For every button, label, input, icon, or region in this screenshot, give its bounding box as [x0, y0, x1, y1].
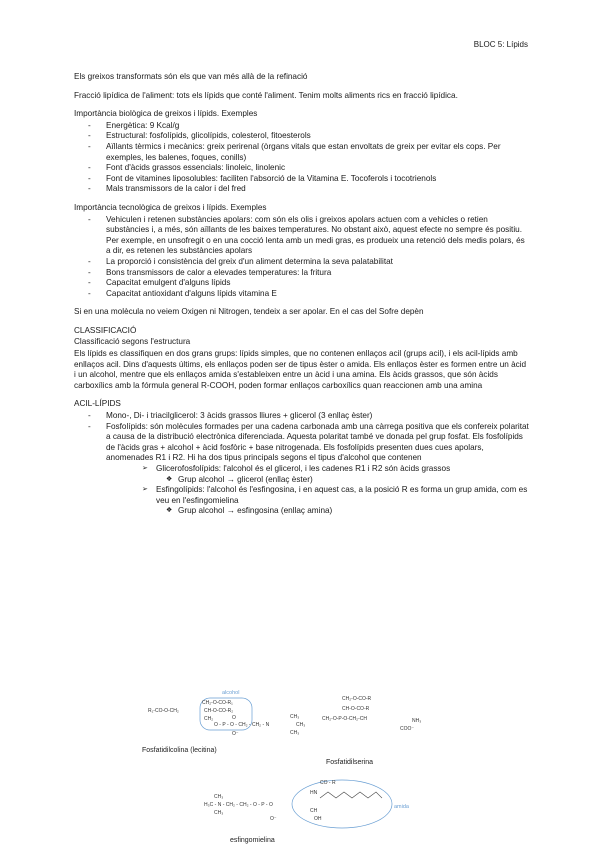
esfingomielina-structure: [204, 780, 410, 844]
list-item: - Font d'àcids grassos essencials: linoleic, linolenic: [74, 163, 530, 174]
arrow-bullet-icon: ➢: [142, 465, 148, 472]
chem-label: CH₃: [296, 722, 306, 728]
polar-note: Si en una molècula no veiem Oxigen ni Nitrogen, tendeix a ser apolar. En el cas del Sofre depèn: [74, 307, 424, 317]
chem-label: CO - R: [320, 780, 336, 786]
classification-paragraph: Els lípids es classifiquen en dos grans grups: lípids simples, que no contenen enllaços acil (grups acil), i els acil-lípids amb enllaços acil. Dins d'aquests últims, els enllaços poden ser de tipus èster o amida. Els enllaços èster es formen entre un àcid i un alcohol, mentre que els enllaços amida s'estableixen entre un àcid i una amina. Els àcids grassos, que són àcids carboxílics amb la fórmula general R-COOH, poden formar enllaços carboxílics quan reaccionen amb una amina: [74, 349, 527, 390]
chem-label: O⁻: [232, 731, 239, 737]
list-item: - Energètica: 9 Kcal/g: [74, 121, 530, 132]
chem-label: R₁-CO-O-CH₂: [148, 708, 179, 714]
chem-label: O⁻: [270, 816, 277, 822]
fosfatidilcolina-structure: [142, 690, 305, 754]
list-item: - Vehiculen i retenen substàncies apolars: com són els olis i greixos apolars actuen com a vehicles o retien substàncies i, a més, són aïllants de les baixes temperatures. No obstant això, aquest efecte no sempre és positiu. Per exemple, en unsofregit o en una cocció lenta amb un medi gras, es produeix una retenció dels medis polars, és a dir, es retenen les substàncies apolars: [74, 215, 530, 257]
carbon-chain: [320, 792, 382, 798]
caption-fosfatidilcolina: Fosfatidilcolina (lecitina): [142, 747, 217, 754]
list-item: - Mals transmissors de la calor i del fred: [74, 184, 530, 195]
chem-label: CH₂-O-CO-R₁: [202, 700, 233, 706]
list-item: - Bons transmissors de calor a elevades temperatures: la fritura: [74, 268, 530, 279]
caption-fosfatidilserina: Fosfatidilserina: [326, 759, 374, 766]
phospholipid-structures-figure: [142, 686, 442, 846]
chem-label: CH₃: [214, 810, 224, 816]
chem-label: CH-O-CO-R: [342, 706, 370, 712]
subsection-title: Classificació segons l'estructura: [74, 337, 191, 347]
sub-list-item: ➢ Esfingolípids: l'alcohol és l'esfingosina, i en aquest cas, a la posició R es forma un grup amida, com es veu en l'esfingomielina: [142, 485, 528, 505]
amide-label: amida: [394, 804, 409, 810]
sub-sub-list-item: ❖ Grup alcohol → esfingosina (enllaç amina): [166, 506, 333, 516]
sub-list-item: ➢ Glicerofosfolípids: l'alcohol és el glicerol, i les cadenes R1 i R2 són àcids grassos: [142, 464, 451, 473]
diamond-bullet-icon: ❖: [166, 475, 173, 483]
bio-list: [74, 121, 530, 195]
list-item: - Capacitat antioxidant d'alguns lípids vitamina E: [74, 289, 530, 300]
amide-highlight: [292, 780, 392, 828]
page-header: BLOC 5: Lípids: [473, 40, 528, 49]
list-item: - Capacitat emulgent d'alguns lípids: [74, 278, 530, 289]
chem-label: CH: [310, 808, 318, 814]
chem-label: CH-O-CO-R₂: [204, 708, 234, 714]
sub-sub-list-item: ❖ Grup alcohol → glicerol (enllaç èster): [166, 474, 313, 484]
list-item: - Mono-, Di- i triacilglicerol: 3 àcids grassos lliures + glicerol (3 enllaç èster): [74, 411, 530, 422]
chem-label: H₃C - N - CH₂ - CH₂ - O - P - O: [204, 802, 273, 808]
intro-paragraph-1: Els greixos transformats són els que van més allà de la refinació: [74, 72, 308, 81]
alcohol-label: alcohol: [222, 690, 240, 696]
chem-label: NH₃: [412, 718, 422, 724]
list-item: - La proporció i consistència del greix d'un aliment determina la seva palatabilitat: [74, 257, 530, 268]
list-item: - Aïllants tèrmics i mecànics: greix perirenal (òrgans vitals que estan envoltats de greix per evitar els cops. Per exemples, les balenes, foques, conills): [74, 142, 530, 163]
section-title-acil-lipids: ACIL-LÍPIDS: [74, 399, 121, 409]
chem-label: HN: [310, 790, 318, 796]
chem-label: CH₃: [214, 794, 224, 800]
chem-label: CH₃: [290, 714, 300, 720]
chem-label: O: [232, 715, 236, 721]
arrow-bullet-icon: ➢: [142, 486, 148, 494]
chemical-structures-svg: [142, 686, 442, 846]
tech-heading: Importància tecnològica de greixos i lípids. Exemples: [74, 202, 267, 212]
chem-label: CH₃: [290, 730, 300, 736]
chem-label: CH₂: [204, 716, 214, 722]
list-item: - Font de vitamines liposolubles: faciliten l'absorció de la Vitamina E. Tocoferols i tocotrienols: [74, 174, 530, 185]
bio-heading: Importància biològica de greixos i lípids. Exemples: [74, 109, 258, 119]
tech-list: [74, 215, 530, 300]
caption-esfingomielina: esfingomielina: [230, 837, 275, 844]
chem-label: OH: [314, 816, 322, 822]
list-item: - Estructural: fosfolípids, glicolípids, colesterol, fitoesterols: [74, 131, 530, 142]
section-title-classificacio: CLASSIFICACIÓ: [74, 325, 137, 335]
acil-list: [74, 411, 530, 464]
intro-paragraph-2: Fracció lipídica de l'aliment: tots els lípids que conté l'aliment. Tenim molts aliments rics en fracció lipídica.: [74, 90, 458, 100]
diamond-bullet-icon: ❖: [166, 507, 173, 515]
fosfatidilserina-structure: [322, 696, 421, 766]
chem-label: O - P - O - CH₂ - CH₂ - N: [214, 722, 270, 728]
chem-label: CH₂-O-P-O-CH₂-CH: [322, 716, 367, 722]
chem-label: CH₂-O-CO-R: [342, 696, 372, 702]
document-body: [74, 72, 530, 517]
list-item: - Fosfolípids: són molècules formades per una cadena carbonada amb una càrrega positiva que els confereix polaritat a causa de la distribució electrònica diferenciada. Aquesta polaritat també ve donada pel grup fosfat. Els fosfolípids de l'àcids gras + alcohol + àcid fosfòric + base nitrogenada. Els fosfolípids presenten dues cues apolars, anomenades R1 i R2. Hi ha dos tipus principals segons el tipus d'alcohol que contenen: [74, 422, 530, 464]
chem-label: COO⁻: [400, 726, 415, 732]
